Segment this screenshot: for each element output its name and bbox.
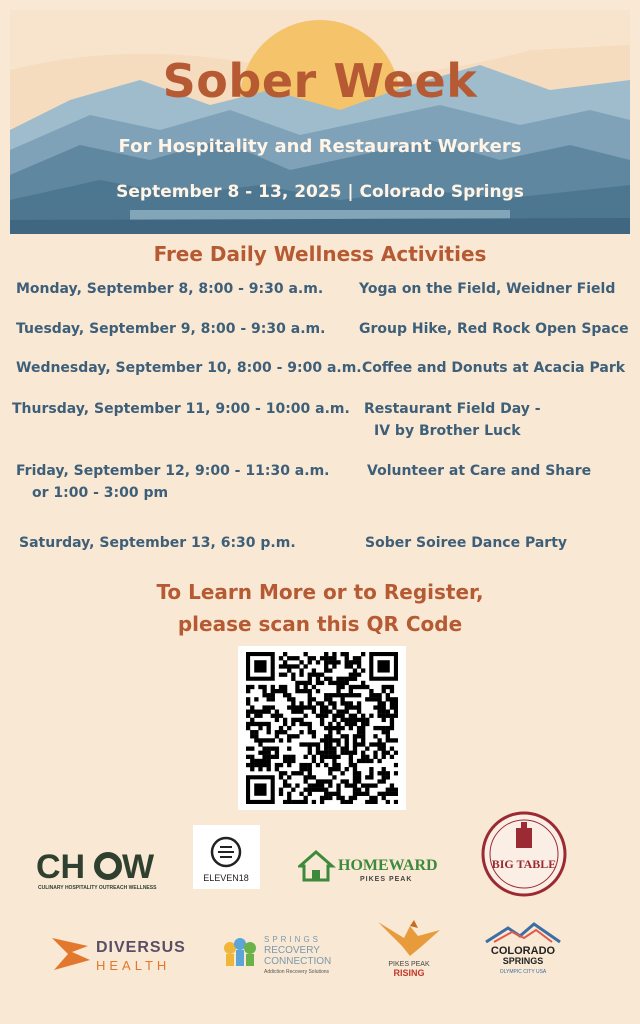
schedule-time: Friday, September 12, 9:00 - 11:30 a.m. or 1:00 - 3:00 pm [16,463,330,501]
schedule-activity: Sober Soiree Dance Party [365,535,568,551]
big-table-logo-mark [480,810,568,898]
homeward-pikes-peak-logo [298,848,446,884]
registration-qr-code[interactable] [238,646,406,810]
colorado-springs-logo-mark [478,922,568,978]
colorado-springs-logo [478,922,568,978]
svg-text:CONNECTION: CONNECTION [264,956,332,967]
schedule-row [0,460,640,500]
register-line-1: To Learn More or to Register, [156,580,484,604]
hero-banner [10,10,630,234]
schedule-time: Thursday, September 11, 9:00 - 10:00 a.m. [12,401,350,417]
svg-text:SPRINGS: SPRINGS [502,956,544,966]
homeward-logo-mark [298,848,446,884]
svg-text:BIG TABLE: BIG TABLE [491,857,557,871]
svg-text:ELEVEN18: ELEVEN18 [203,873,249,883]
chow-logo [34,846,160,892]
svg-text:RECOVERY: RECOVERY [264,945,320,956]
schedule-time: Monday, September 8, 8:00 - 9:30 a.m. [16,281,324,297]
schedule-row [0,318,640,358]
chow-logo-mark [34,846,160,892]
schedule-row [0,532,640,572]
diversus-logo-mark [48,932,198,974]
qr-code-image [246,652,398,804]
diversus-health-logo [48,932,198,974]
activities-heading: Free Daily Wellness Activities [153,242,487,266]
svg-text:PIKES PEAK: PIKES PEAK [360,876,413,883]
schedule-activity: Coffee and Donuts at Acacia Park [362,360,626,376]
svg-text:HEALTH: HEALTH [96,958,171,973]
schedule-activity: Group Hike, Red Rock Open Space [359,321,629,337]
event-date-line: September 8 - 13, 2025 | Colorado Springs [116,182,524,202]
event-subtitle: For Hospitality and Restaurant Workers [118,136,522,157]
svg-text:CH: CH [36,848,86,886]
svg-text:OLYMPIC CITY USA: OLYMPIC CITY USA [499,969,547,975]
eleven18-logo [193,825,260,889]
svg-text:DIVERSUS: DIVERSUS [96,939,186,956]
schedule-activity: Restaurant Field Day - IV by Brother Luck [364,401,541,439]
schedule-time: Saturday, September 13, 6:30 p.m. [19,535,296,551]
schedule-row [0,398,640,438]
schedule-time: Tuesday, September 9, 8:00 - 9:30 a.m. [16,321,326,337]
schedule-activity: Volunteer at Care and Share [367,463,592,479]
page-title: Sober Week [162,54,478,108]
pikes-peak-rising-logo-mark [374,916,444,978]
eleven18-logo-mark [193,825,260,889]
schedule-activity: Yoga on the Field, Weidner Field [359,281,616,297]
big-table-logo [480,810,568,898]
springs-recovery-logo-mark [220,930,352,976]
schedule-time: Wednesday, September 10, 8:00 - 9:00 a.m. [16,360,362,376]
svg-text:CULINARY HOSPITALITY OUTREACH: CULINARY HOSPITALITY OUTREACH WELLNESS [38,885,157,891]
register-line-2: please scan this QR Code [177,612,463,636]
pikes-peak-rising-logo [374,916,444,978]
svg-text:HOMEWARD: HOMEWARD [338,857,438,874]
svg-text:PIKES PEAK: PIKES PEAK [388,961,430,968]
svg-text:W: W [122,848,155,886]
schedule-row [0,278,640,318]
register-call-to-action [0,576,640,640]
svg-text:RISING: RISING [393,968,425,978]
svg-text:Addiction Recovery Solutions: Addiction Recovery Solutions [264,969,330,975]
springs-recovery-connection-logo [220,930,352,976]
schedule-row [0,357,640,397]
svg-text:SPRINGS: SPRINGS [264,935,322,944]
svg-text:COLORADO: COLORADO [490,945,556,957]
